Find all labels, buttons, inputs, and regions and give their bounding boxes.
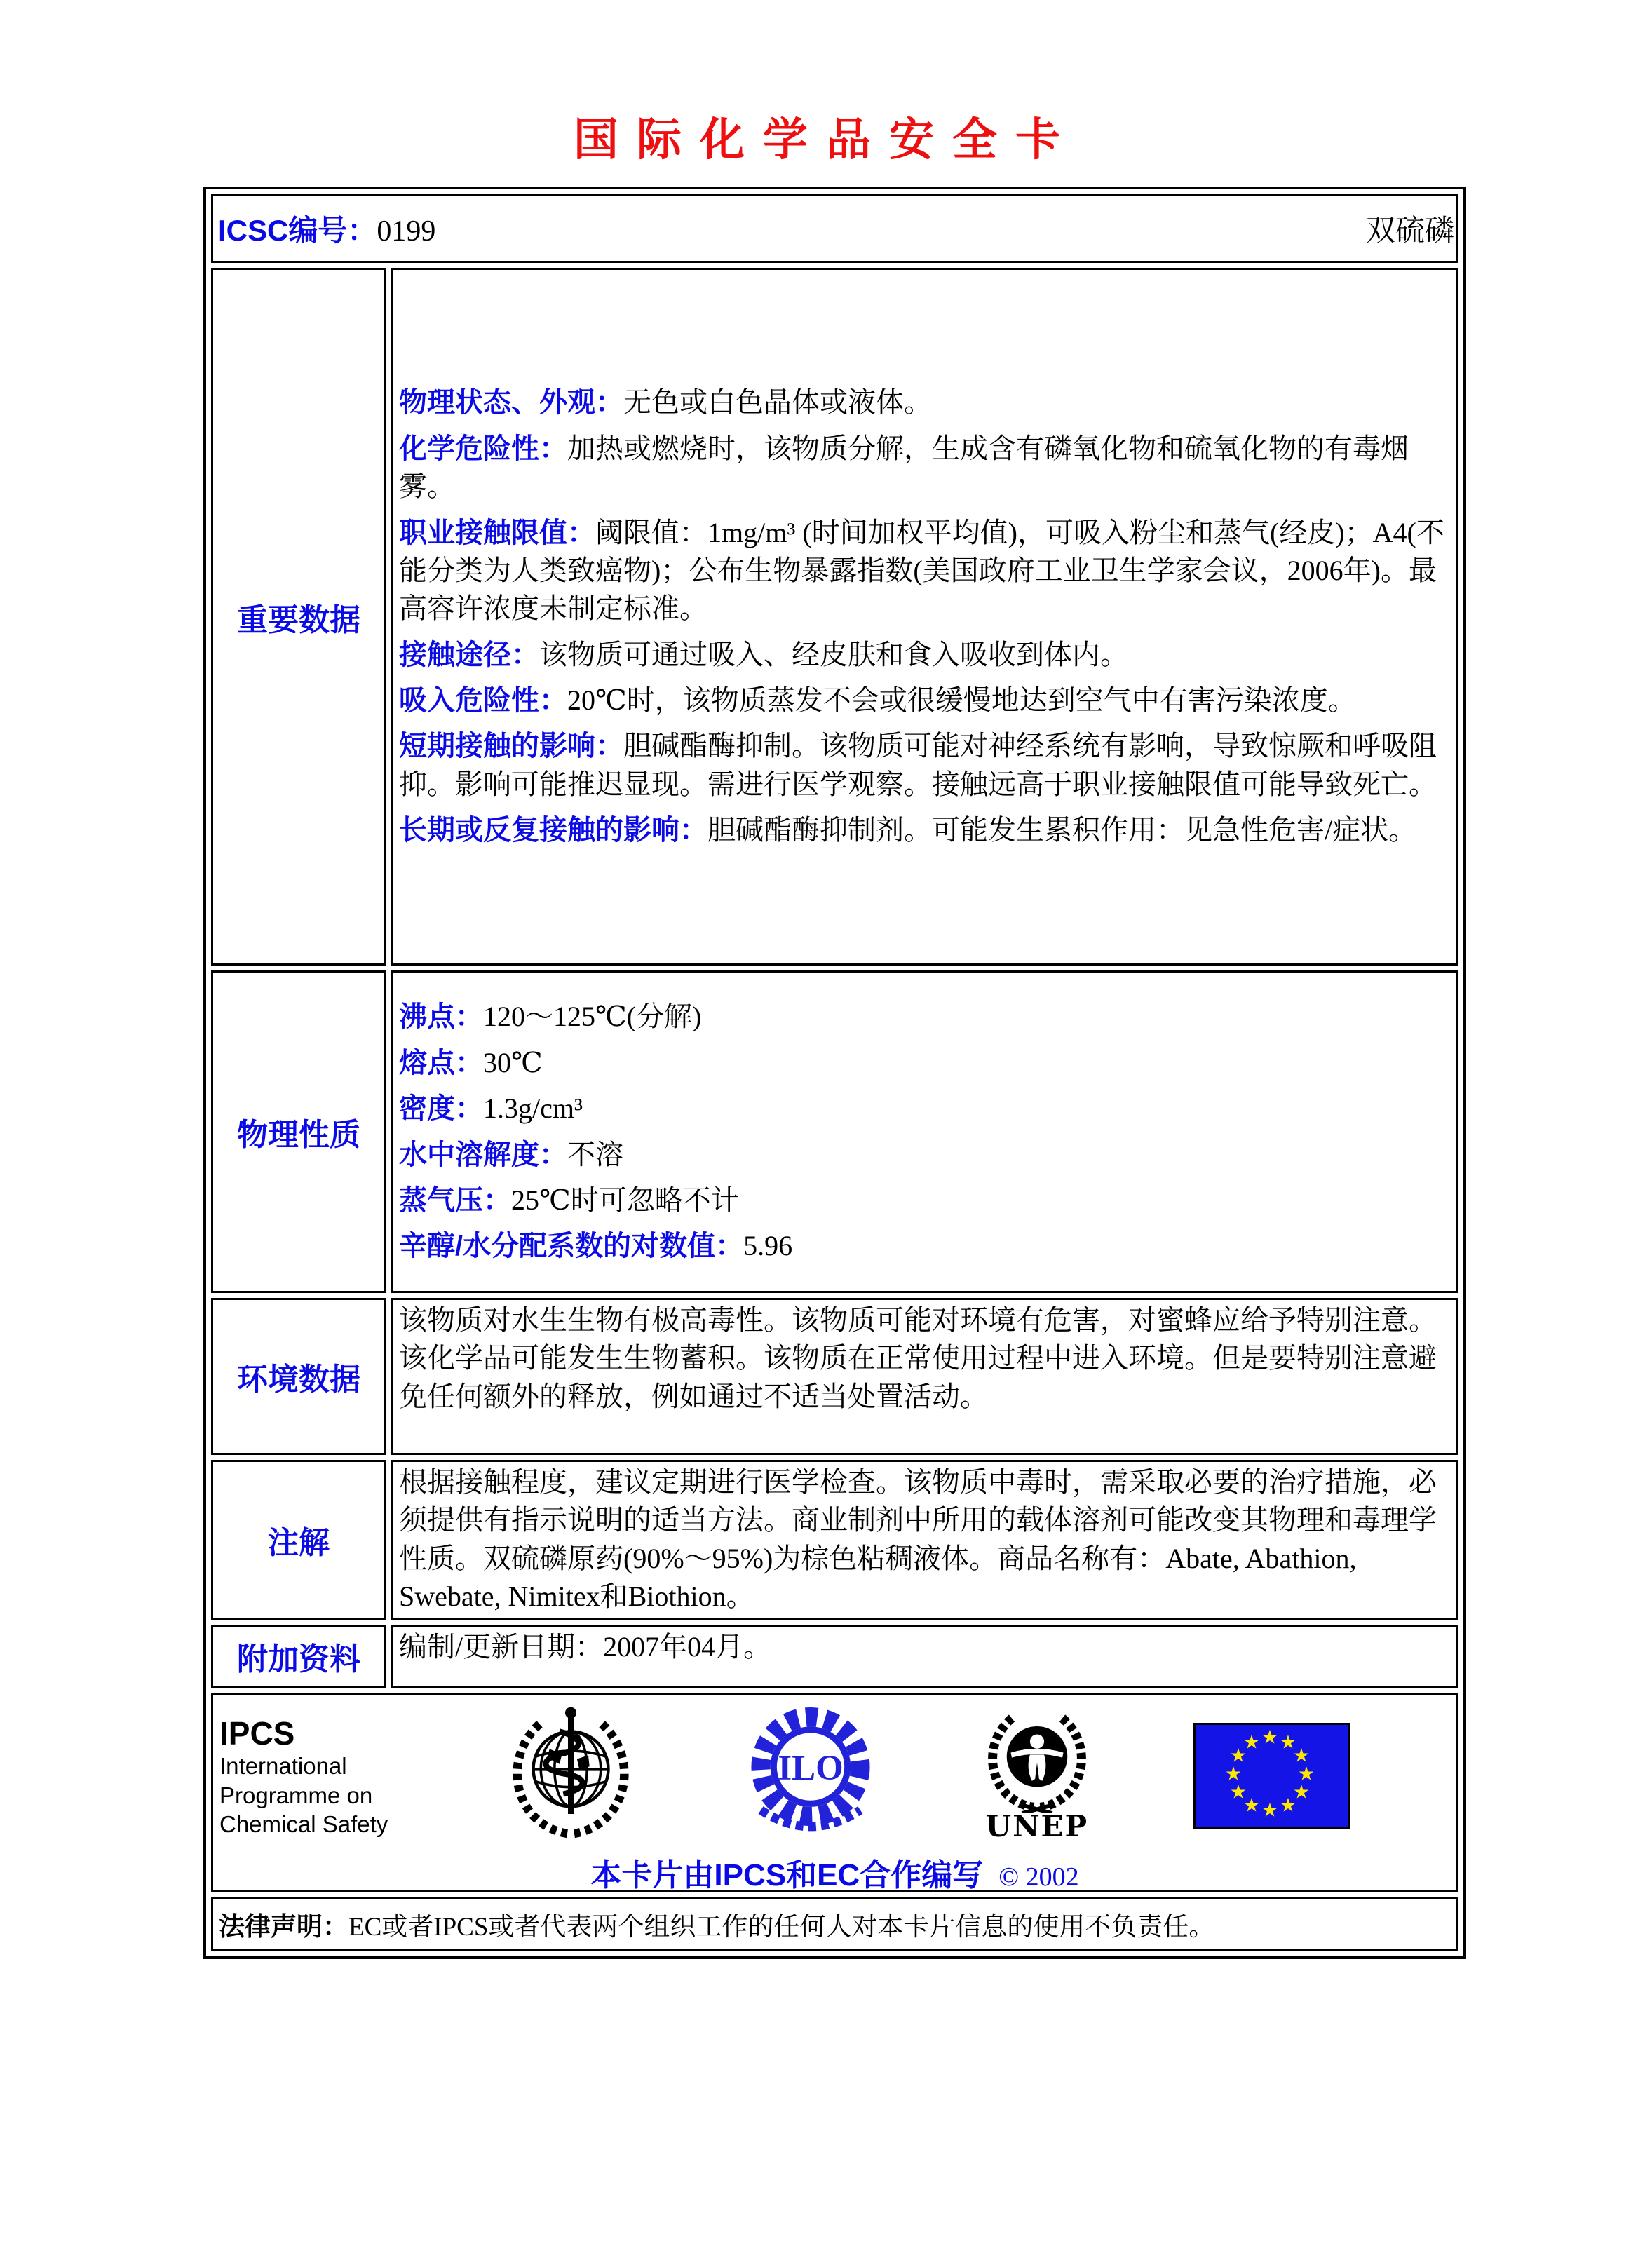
icsc-number-group: [218, 208, 435, 250]
field-line: [399, 682, 1451, 719]
eu-star-icon: ★: [1229, 1781, 1247, 1803]
caption-text: 本卡片由IPCS和EC合作编写: [590, 1857, 984, 1892]
field-label: 化学危险性：: [399, 433, 567, 464]
eu-star-icon: ★: [1297, 1763, 1315, 1785]
field-label: 职业接触限值：: [399, 517, 595, 548]
field-label: 水中溶解度：: [399, 1139, 567, 1170]
field-label: 辛醇/水分配系数的对数值：: [399, 1231, 744, 1262]
ipcs-block: [219, 1702, 402, 1839]
section-label-physical-properties: 物理性质: [211, 970, 386, 1293]
field-line: [399, 998, 1451, 1036]
field-label: 沸点：: [399, 1001, 483, 1033]
field-text: 加热或燃烧时，该物质分解，生成含有磷氧化物和硫氧化物的有毒烟雾。: [399, 432, 1409, 503]
field-label: 长期或反复接触的影响：: [399, 815, 707, 846]
eu-star-icon: ★: [1261, 1799, 1279, 1822]
section-label-important-data: 重要数据: [211, 268, 386, 966]
field-text: 不溶: [567, 1138, 623, 1170]
page-title: 国际化学品安全卡: [574, 114, 1078, 166]
eu-star-icon: ★: [1292, 1781, 1311, 1803]
section-row-physical-properties: [211, 970, 1458, 1293]
eu-flag-icon: [1193, 1723, 1350, 1829]
field-label: 短期接触的影响：: [399, 731, 623, 762]
eu-star-icon: ★: [1243, 1731, 1261, 1754]
icsc-card-table: [206, 189, 1463, 1956]
field-text: 胆碱酯酶抑制。该物质可能对神经系统有影响，导致惊厥和呼吸阻抑。影响可能推迟显现。需进行医学观察。接触远高于职业接触限值可能导致死亡。: [399, 730, 1437, 800]
physical-properties-content: [391, 970, 1458, 1293]
section-label-additional-info: 附加资料: [211, 1625, 386, 1688]
field-text: 该物质可通过吸入、经皮肤和食入吸收到体内。: [539, 638, 1128, 670]
eu-star-icon: ★: [1229, 1745, 1247, 1767]
section-row-additional-info: [211, 1625, 1458, 1688]
icsc-card: [203, 187, 1466, 1959]
section-row-environmental-data: [211, 1298, 1458, 1455]
ipcs-line: Programme on: [219, 1782, 373, 1808]
who-logo-icon: [502, 1704, 639, 1848]
field-line: [399, 384, 1451, 421]
ipcs-line: International: [219, 1753, 347, 1780]
chemical-name: 双硫磷: [1365, 215, 1454, 248]
field-label: 蒸气压：: [399, 1184, 511, 1216]
section-label-environmental-data: 环境数据: [211, 1298, 386, 1455]
ipcs-title: IPCS: [219, 1714, 295, 1752]
field-label: 熔点：: [399, 1047, 483, 1078]
eu-star-icon: ★: [1279, 1731, 1297, 1754]
field-line: [399, 1227, 1451, 1265]
field-line: [399, 430, 1451, 506]
caption-line: [214, 1850, 1456, 1892]
field-text: 阈限值：1mg/m³ (时间加权平均值)，可吸入粉尘和蒸气(经皮)；A4(不能分类为人类致癌物)；公布生物暴露指数(美国政府工业卫生学家会议，2006年)。最高容许浓度未制定标准。: [399, 516, 1444, 625]
ipcs-line: Chemical Safety: [219, 1810, 388, 1837]
field-text: 30℃: [483, 1046, 543, 1078]
field-line: [399, 1090, 1451, 1128]
important-data-content: [391, 268, 1458, 966]
icsc-number-label: ICSC编号：: [218, 214, 377, 247]
field-text: 1.3g/cm³: [483, 1092, 583, 1125]
field-label: 接触途径：: [399, 639, 539, 670]
field-line: [399, 1136, 1451, 1174]
header-row: [211, 194, 1458, 263]
ilo-logo-icon: [740, 1702, 881, 1850]
field-line: [399, 514, 1451, 628]
field-line: [399, 1182, 1451, 1219]
copyright-text: © 2002: [998, 1862, 1079, 1892]
ilo-wordmark: ILO: [777, 1748, 844, 1788]
notes-text: 根据接触程度，建议定期进行医学检查。该物质中毒时，需采取必要的治疗措施，必须提供有指示说明的适当方法。商业制剂中所用的载体溶剂可能改变其物理和毒理学性质。双硫磷原药(90%～95%)为棕色粘稠液体。商品名称有：Abate, Abathion, Swebate, Nimitex和Biothion。: [391, 1460, 1458, 1620]
unep-wordmark: UNEP: [985, 1809, 1089, 1844]
section-label-notes: 注解: [211, 1460, 386, 1620]
additional-info-text: 编制/更新日期：2007年04月。: [391, 1625, 1458, 1688]
field-text: 20℃时，该物质蒸发不会或很缓慢地达到空气中有害污染浓度。: [567, 684, 1356, 717]
legal-row: [211, 1897, 1458, 1951]
field-line: [399, 636, 1451, 674]
eu-star-icon: ★: [1261, 1726, 1279, 1749]
eu-star-icon: ★: [1292, 1745, 1311, 1767]
eu-star-icon: ★: [1243, 1794, 1261, 1817]
field-text: 5.96: [743, 1230, 793, 1262]
eu-star-icon: ★: [1279, 1794, 1297, 1817]
icsc-number-value: 0199: [377, 215, 436, 248]
field-label: 物理状态、外观：: [399, 387, 623, 419]
field-label: 密度：: [399, 1093, 483, 1125]
field-line: [399, 811, 1451, 849]
field-text: 25℃时可忽略不计: [511, 1184, 739, 1216]
field-text: 无色或白色晶体或液体。: [623, 386, 932, 419]
field-text: 胆碱酯酶抑制剂。可能发生累积作用：见急性危害/症状。: [707, 814, 1417, 846]
legal-text: EC或者IPCS或者代表两个组织工作的任何人对本卡片信息的使用不负责任。: [348, 1912, 1215, 1942]
field-line: [399, 1044, 1451, 1082]
field-text: 120～125℃(分解): [483, 1001, 702, 1033]
legal-label: 法律声明：: [219, 1911, 348, 1941]
field-line: [399, 727, 1451, 804]
eu-star-icon: ★: [1224, 1763, 1243, 1785]
logos-row: [211, 1693, 1458, 1892]
environmental-data-text: 该物质对水生生物有极高毒性。该物质可能对环境有危害，对蜜蜂应给予特别注意。该化学品可能发生生物蓄积。该物质在正常使用过程中进入环境。但是要特别注意避免任何额外的释放，例如通过不适当处置活动。: [391, 1298, 1458, 1455]
section-row-important-data: [211, 268, 1458, 966]
section-row-notes: [211, 1460, 1458, 1620]
field-label: 吸入危险性：: [399, 685, 567, 717]
unep-logo-icon: [981, 1708, 1093, 1843]
